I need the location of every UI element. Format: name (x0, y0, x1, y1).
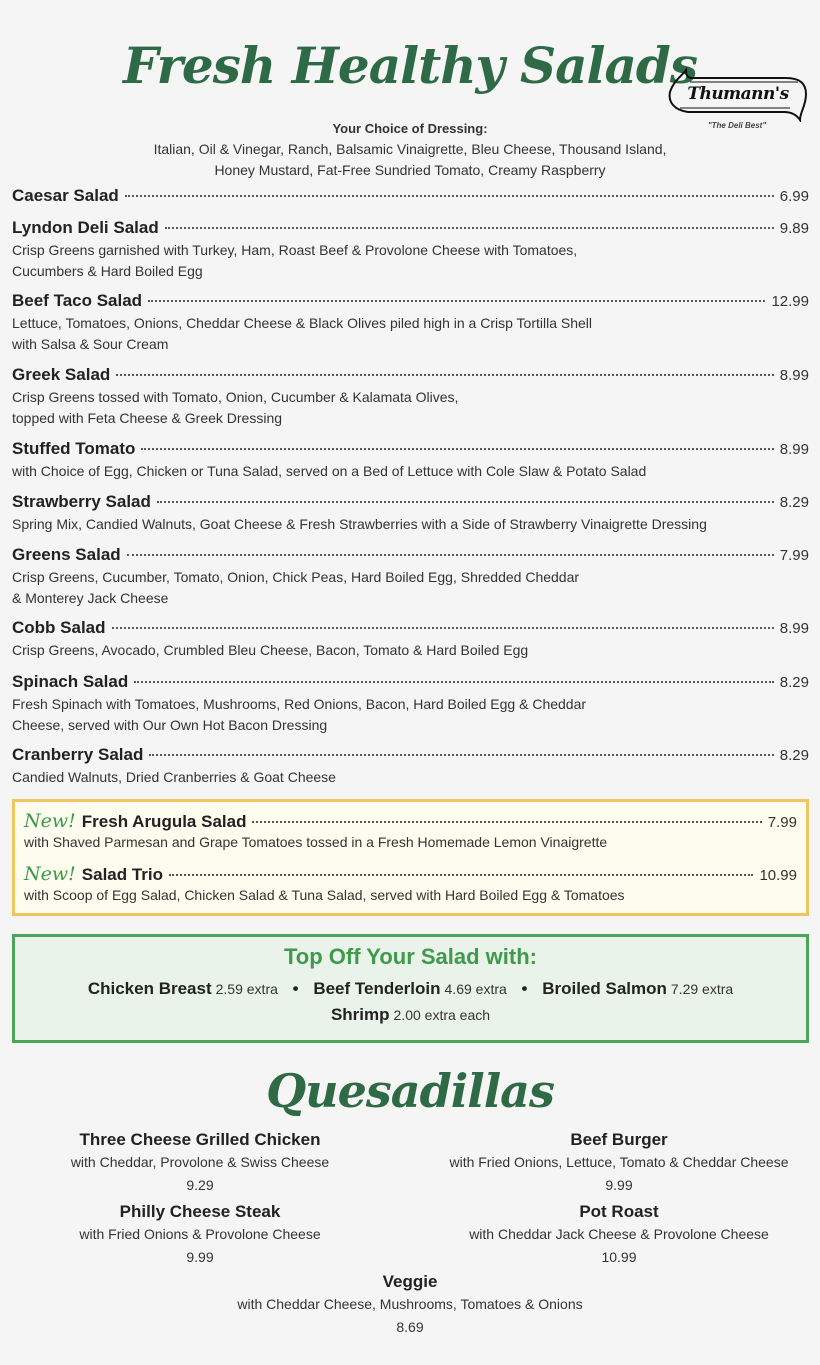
item-description: Crisp Greens garnished with Turkey, Ham, Roast Beef & Provolone Cheese with Tomatoes, (12, 242, 578, 258)
item-description: Fresh Spinach with Tomatoes, Mushrooms, Red Onions, Bacon, Hard Boiled Egg & Cheddar (12, 696, 587, 712)
topoff-item-price: 2.00 extra each (393, 1007, 491, 1023)
dot-leader (125, 195, 774, 197)
dot-leader (157, 501, 774, 503)
item-description: Crisp Greens, Cucumber, Tomato, Onion, Chick Peas, Hard Boiled Egg, Shredded Cheddar (12, 569, 580, 585)
topoff-item-price: 2.59 extra (215, 981, 278, 997)
item-description: with Salsa & Sour Cream (12, 336, 169, 352)
item-price: 12.99 (771, 293, 809, 310)
section-title-quesadillas: Quesadillas (266, 1064, 554, 1118)
item-description: with Fried Onions & Provolone Cheese (79, 1226, 321, 1242)
bullet-separator: • (292, 979, 299, 998)
item-description: Cucumbers & Hard Boiled Egg (12, 263, 203, 279)
dot-leader (116, 374, 774, 376)
item-name: Caesar Salad (12, 186, 119, 205)
item-description: Cheese, served with Our Own Hot Bacon Dressing (12, 717, 328, 733)
item-price: 8.99 (779, 620, 809, 637)
new-badge: New! (24, 810, 76, 832)
item-description: with Choice of Egg, Chicken or Tuna Salad, served on a Bed of Lettuce with Cole Slaw & Potato Salad (12, 463, 647, 479)
item-name: Beef Taco Salad (12, 291, 143, 310)
item-description: Crisp Greens, Avocado, Crumbled Bleu Cheese, Bacon, Tomato & Hard Boiled Egg (12, 642, 529, 658)
dressing-heading: Your Choice of Dressing: (332, 121, 488, 136)
menu-item-cranberry-salad (12, 745, 809, 788)
item-description: with Cheddar Jack Cheese & Provolone Cheese (469, 1226, 769, 1242)
item-description: Candied Walnuts, Dried Cranberries & Goat Cheese (12, 769, 336, 785)
quesadilla-item (419, 1201, 819, 1269)
item-price: 10.99 (759, 867, 797, 884)
topoff-item-name: Chicken Breast (87, 979, 212, 998)
topoff-item-price: 7.29 extra (670, 981, 734, 997)
menu-item-fresh-arugula-salad (24, 810, 797, 853)
dot-leader (127, 554, 774, 556)
page-title: Fresh Healthy Salads (122, 36, 698, 95)
item-name: Fresh Arugula Salad (81, 812, 247, 831)
item-name: Pot Roast (579, 1202, 659, 1221)
topoff-row (15, 979, 806, 999)
item-name: Strawberry Salad (12, 492, 151, 511)
item-price: 9.89 (779, 220, 809, 237)
item-price: 10.99 (601, 1249, 637, 1265)
menu-item-spinach-salad (12, 672, 809, 736)
item-price: 8.69 (396, 1319, 424, 1335)
item-price: 9.29 (186, 1177, 214, 1193)
item-description: & Monterey Jack Cheese (12, 590, 169, 606)
topoff-box (12, 934, 809, 1043)
item-name: Greek Salad (12, 365, 111, 384)
quesadilla-item (0, 1201, 400, 1269)
item-description: with Shaved Parmesan and Grape Tomatoes tossed in a Fresh Homemade Lemon Vinaigrette (24, 834, 608, 850)
item-name: Cobb Salad (12, 618, 106, 637)
item-description: topped with Feta Cheese & Greek Dressing (12, 410, 283, 426)
new-badge: New! (24, 863, 76, 885)
dot-leader (169, 874, 753, 876)
menu-item-lyndon-deli-salad (12, 218, 809, 282)
new-items-box (12, 799, 809, 916)
item-description: with Cheddar Cheese, Mushrooms, Tomatoes & Onions (237, 1296, 583, 1312)
item-price: 8.99 (779, 441, 809, 458)
topoff-item-name: Shrimp (330, 1005, 390, 1024)
item-price: 8.29 (779, 747, 809, 764)
item-description: Crisp Greens tossed with Tomato, Onion, Cucumber & Kalamata Olives, (12, 389, 459, 405)
topoff-row (15, 1005, 806, 1025)
item-name: Greens Salad (12, 545, 121, 564)
item-description: with Cheddar, Provolone & Swiss Cheese (70, 1154, 330, 1170)
item-description: Spring Mix, Candied Walnuts, Goat Cheese & Fresh Strawberries with a Side of Strawberry Vinaigrette Dressing (12, 516, 707, 532)
topoff-item-name: Broiled Salmon (542, 979, 667, 998)
item-name: Three Cheese Grilled Chicken (79, 1130, 321, 1149)
item-name: Lyndon Deli Salad (12, 218, 159, 237)
dressing-list-line2: Honey Mustard, Fat-Free Sundried Tomato, Creamy Raspberry (214, 162, 606, 178)
item-price: 6.99 (779, 188, 809, 205)
item-name: Philly Cheese Steak (119, 1202, 281, 1221)
dot-leader (112, 627, 774, 629)
dot-leader (252, 821, 761, 823)
dot-leader (148, 300, 765, 302)
quesadilla-item (419, 1129, 819, 1197)
menu-item-caesar-salad (12, 186, 809, 208)
item-description: with Scoop of Egg Salad, Chicken Salad & Tuna Salad, served with Hard Boiled Egg & Tomatoes (24, 887, 625, 903)
item-price: 8.99 (779, 367, 809, 384)
menu-item-greens-salad (12, 545, 809, 609)
logo-tagline: "The Deli Best" (707, 121, 767, 130)
item-description: Lettuce, Tomatoes, Onions, Cheddar Cheese & Black Olives piled high in a Crisp Tortilla Shell (12, 315, 593, 331)
item-price: 7.99 (779, 547, 809, 564)
item-description: with Fried Onions, Lettuce, Tomato & Cheddar Cheese (449, 1154, 789, 1170)
menu-item-salad-trio (24, 863, 797, 906)
dot-leader (165, 227, 774, 229)
menu-item-beef-taco-salad (12, 291, 809, 355)
item-price: 9.99 (605, 1177, 633, 1193)
menu-item-strawberry-salad (12, 492, 809, 535)
menu-item-cobb-salad (12, 618, 809, 661)
item-name: Salad Trio (81, 865, 164, 884)
menu-item-stuffed-tomato (12, 439, 809, 482)
topoff-item-price: 4.69 extra (444, 981, 507, 997)
dot-leader (134, 681, 774, 683)
quesadilla-item (210, 1271, 610, 1339)
item-price: 8.29 (779, 674, 809, 691)
item-name: Cranberry Salad (12, 745, 144, 764)
menu-item-greek-salad (12, 365, 809, 429)
item-price: 9.99 (186, 1249, 214, 1265)
dressing-list-line1: Italian, Oil & Vinegar, Ranch, Balsamic Vinaigrette, Bleu Cheese, Thousand Island, (153, 141, 667, 157)
item-price: 7.99 (767, 814, 797, 831)
item-name: Spinach Salad (12, 672, 129, 691)
item-name: Beef Burger (570, 1130, 668, 1149)
quesadilla-item (0, 1129, 400, 1197)
logo-wordmark: Thumann's (687, 84, 789, 104)
dot-leader (149, 754, 773, 756)
topoff-item-name: Beef Tenderloin (313, 979, 441, 998)
topoff-heading: Top Off Your Salad with: (284, 944, 537, 969)
item-name: Stuffed Tomato (12, 439, 136, 458)
dot-leader (141, 448, 773, 450)
dressing-choices (0, 118, 820, 181)
bullet-separator: • (521, 979, 528, 998)
item-price: 8.29 (779, 494, 809, 511)
item-name: Veggie (382, 1272, 438, 1291)
